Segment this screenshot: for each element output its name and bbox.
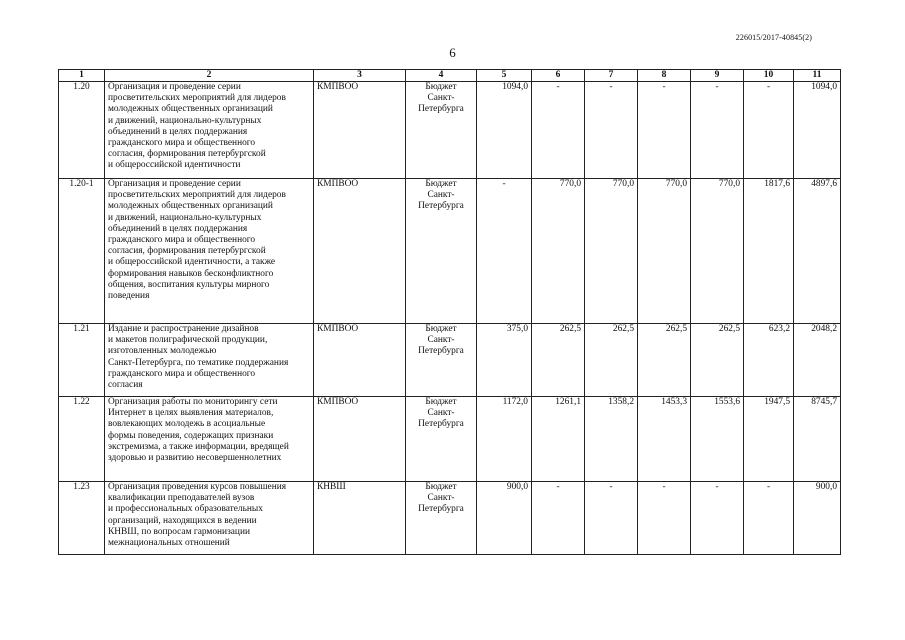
description-line: согласия, формирования петербургской bbox=[108, 246, 266, 257]
cell-value-c8: - bbox=[638, 482, 691, 555]
description-line: Интернет в целях выявления материалов, bbox=[108, 408, 274, 419]
funding-source-line: Петербурга bbox=[418, 419, 464, 430]
description-line: вовлекающих молодежь в асоциальные bbox=[108, 419, 266, 430]
cell-value-c11: 2048,2 bbox=[794, 324, 841, 397]
description-line: объединений в целях поддержания bbox=[108, 223, 248, 234]
funding-source-line: Бюджет bbox=[425, 179, 457, 189]
description-line: изготовленных молодежью bbox=[108, 346, 217, 357]
row-organization: КМПВОО bbox=[314, 179, 406, 324]
funding-source-line: Бюджет bbox=[425, 82, 457, 92]
budget-table bbox=[58, 69, 841, 555]
cell-value-c10: 1947,5 bbox=[744, 397, 794, 482]
cell-value-c7: - bbox=[585, 82, 638, 179]
row-number: 1.22 bbox=[59, 397, 105, 482]
cell-value-c11: 4897,6 bbox=[794, 179, 841, 324]
cell-value-c6: 1261,1 bbox=[532, 397, 585, 482]
funding-source-line: Бюджет bbox=[425, 397, 457, 407]
header-row bbox=[59, 70, 841, 82]
row-description bbox=[105, 82, 314, 179]
description-line: и движений, национально-культурных bbox=[108, 115, 262, 126]
cell-value-c10: 623,2 bbox=[744, 324, 794, 397]
description-line: согласия bbox=[108, 380, 143, 391]
row-funding-source bbox=[406, 397, 477, 482]
description-line: Издание и распространение дизайнов bbox=[108, 324, 259, 334]
funding-source-line: Санкт- bbox=[427, 335, 455, 346]
column-header: 11 bbox=[794, 70, 841, 82]
cell-value-c8: 262,5 bbox=[638, 324, 691, 397]
description-line: молодежных общественных организаций bbox=[108, 104, 273, 115]
funding-source-line: Петербурга bbox=[418, 201, 464, 212]
description-line: Организация работы по мониторингу сети bbox=[108, 397, 278, 407]
cell-value-c7: 262,5 bbox=[585, 324, 638, 397]
funding-source-line: Петербурга bbox=[418, 346, 464, 357]
description-line: квалификации преподавателей вузов bbox=[108, 493, 255, 504]
table-row bbox=[59, 179, 841, 324]
description-line: гражданского мира и общественного bbox=[108, 138, 256, 149]
row-description bbox=[105, 324, 314, 397]
column-header: 4 bbox=[406, 70, 477, 82]
description-line: и движений, национально-культурных bbox=[108, 212, 262, 223]
description-line: поведения bbox=[108, 291, 150, 302]
cell-value-c7: 770,0 bbox=[585, 179, 638, 324]
description-line: Организация и проведение серии bbox=[108, 179, 241, 189]
column-header: 2 bbox=[105, 70, 314, 82]
cell-value-c5: 375,0 bbox=[477, 324, 532, 397]
description-line: формирования навыков бесконфликтного bbox=[108, 268, 274, 279]
description-line: здоровью и развитию несовершеннолетних bbox=[108, 453, 282, 464]
description-line: согласия, формирования петербургской bbox=[108, 149, 266, 160]
description-line: молодежных общественных организаций bbox=[108, 201, 273, 212]
cell-value-c5: - bbox=[477, 179, 532, 324]
description-line: просветительских мероприятий для лидеров bbox=[108, 190, 286, 201]
funding-source-line: Санкт- bbox=[427, 493, 455, 504]
description-line: и макетов полиграфической продукции, bbox=[108, 335, 268, 346]
description-line: общения, воспитания культуры мирного bbox=[108, 279, 270, 290]
row-number: 1.21 bbox=[59, 324, 105, 397]
page-number: 6 bbox=[449, 45, 456, 60]
cell-value-c6: 262,5 bbox=[532, 324, 585, 397]
column-header: 7 bbox=[585, 70, 638, 82]
cell-value-c9: 770,0 bbox=[691, 179, 744, 324]
cell-value-c11: 1094,0 bbox=[794, 82, 841, 179]
row-description bbox=[105, 179, 314, 324]
row-organization: КМПВОО bbox=[314, 82, 406, 179]
funding-source-line: Петербурга bbox=[418, 104, 464, 115]
column-header: 9 bbox=[691, 70, 744, 82]
cell-value-c11: 8745,7 bbox=[794, 397, 841, 482]
row-number: 1.23 bbox=[59, 482, 105, 555]
row-description bbox=[105, 397, 314, 482]
cell-value-c5: 900,0 bbox=[477, 482, 532, 555]
row-funding-source bbox=[406, 482, 477, 555]
description-line: и общероссийской идентичности, а также bbox=[108, 257, 276, 268]
description-line: экстремизма, а также информации, вредящей bbox=[108, 441, 289, 452]
column-header: 5 bbox=[477, 70, 532, 82]
cell-value-c5: 1172,0 bbox=[477, 397, 532, 482]
cell-value-c6: - bbox=[532, 482, 585, 555]
description-line: Организация проведения курсов повышения bbox=[108, 482, 287, 492]
funding-source-line: Санкт- bbox=[427, 408, 455, 419]
cell-value-c7: - bbox=[585, 482, 638, 555]
column-header: 3 bbox=[314, 70, 406, 82]
description-line: и профессиональных образовательных bbox=[108, 504, 263, 515]
cell-value-c8: - bbox=[638, 82, 691, 179]
cell-value-c9: 262,5 bbox=[691, 324, 744, 397]
description-line: КНВШ, по вопросам гармонизации bbox=[108, 526, 250, 537]
cell-value-c10: - bbox=[744, 82, 794, 179]
row-organization: КНВШ bbox=[314, 482, 406, 555]
column-header: 1 bbox=[59, 70, 105, 82]
row-description bbox=[105, 482, 314, 555]
description-line: межнациональных отношений bbox=[108, 538, 230, 549]
description-line: Организация и проведение серии bbox=[108, 82, 241, 92]
table-row bbox=[59, 324, 841, 397]
cell-value-c6: - bbox=[532, 82, 585, 179]
row-organization: КМПВОО bbox=[314, 397, 406, 482]
description-line: организаций, находящихся в ведении bbox=[108, 515, 257, 526]
table-row bbox=[59, 82, 841, 179]
description-line: объединений в целях поддержания bbox=[108, 126, 248, 137]
cell-value-c8: 1453,3 bbox=[638, 397, 691, 482]
funding-source-line: Санкт- bbox=[427, 190, 455, 201]
column-header: 6 bbox=[532, 70, 585, 82]
description-line: гражданского мира и общественного bbox=[108, 368, 256, 379]
cell-value-c9: 1553,6 bbox=[691, 397, 744, 482]
row-funding-source bbox=[406, 82, 477, 179]
description-line: просветительских мероприятий для лидеров bbox=[108, 93, 286, 104]
cell-value-c10: - bbox=[744, 482, 794, 555]
cell-value-c8: 770,0 bbox=[638, 179, 691, 324]
row-number: 1.20 bbox=[59, 82, 105, 179]
row-funding-source bbox=[406, 179, 477, 324]
cell-value-c6: 770,0 bbox=[532, 179, 585, 324]
funding-source-line: Петербурга bbox=[418, 504, 464, 515]
cell-value-c11: 900,0 bbox=[794, 482, 841, 555]
cell-value-c10: 1817,6 bbox=[744, 179, 794, 324]
cell-value-c9: - bbox=[691, 482, 744, 555]
document-id: 226015/2017-40845(2) bbox=[735, 33, 812, 42]
column-header: 10 bbox=[744, 70, 794, 82]
description-line: гражданского мира и общественного bbox=[108, 235, 256, 246]
row-organization: КМПВОО bbox=[314, 324, 406, 397]
column-header: 8 bbox=[638, 70, 691, 82]
cell-value-c7: 1358,2 bbox=[585, 397, 638, 482]
table-row bbox=[59, 482, 841, 555]
description-line: формы поведения, содержащих признаки bbox=[108, 430, 274, 441]
description-line: Санкт-Петербурга, по тематике поддержания bbox=[108, 357, 289, 368]
description-line: и общероссийской идентичности bbox=[108, 160, 241, 171]
cell-value-c9: - bbox=[691, 82, 744, 179]
cell-value-c5: 1094,0 bbox=[477, 82, 532, 179]
funding-source-line: Бюджет bbox=[425, 482, 457, 492]
funding-source-line: Санкт- bbox=[427, 93, 455, 104]
funding-source-line: Бюджет bbox=[425, 324, 457, 334]
row-number: 1.20-1 bbox=[59, 179, 105, 324]
table-row bbox=[59, 397, 841, 482]
row-funding-source bbox=[406, 324, 477, 397]
